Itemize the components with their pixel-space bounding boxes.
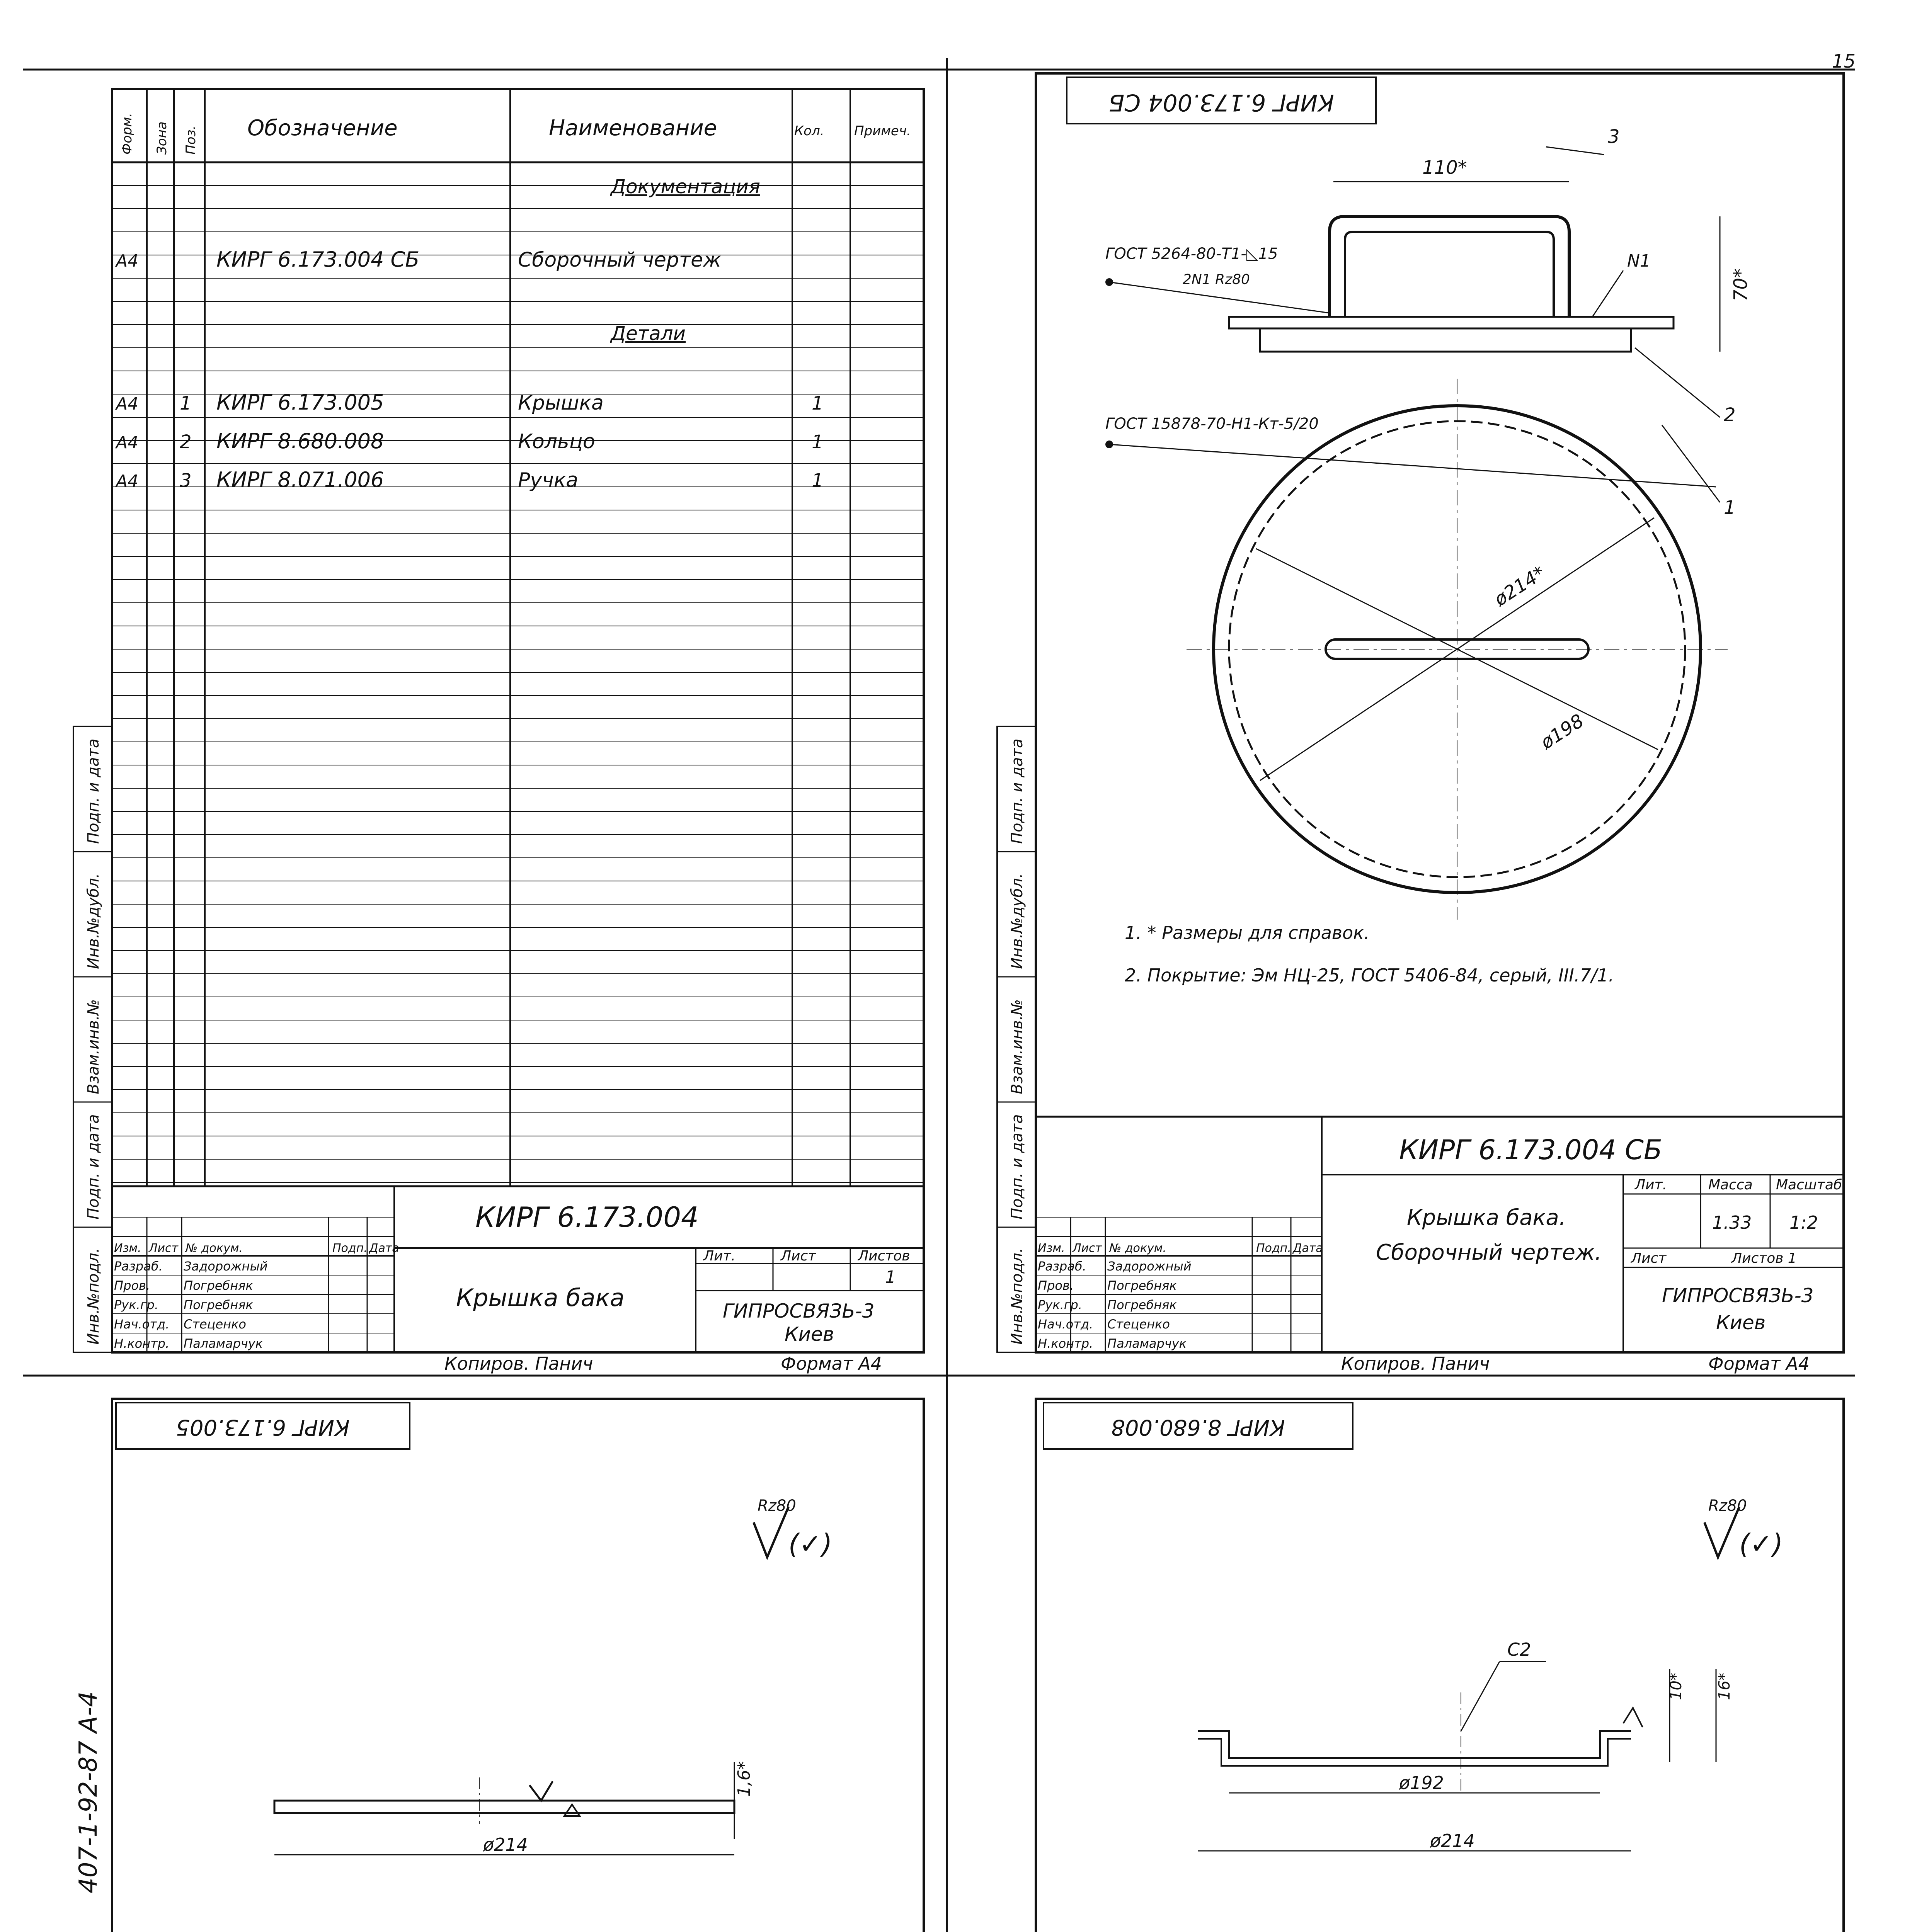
strip-label: Подп. и дата: [85, 738, 102, 844]
spec-position: 2: [180, 431, 192, 453]
tb-sheet-label: Лист: [781, 1248, 816, 1264]
tb-sheet-number: 1: [885, 1267, 896, 1287]
assembly-note-1: 1. * Размеры для справок.: [1125, 922, 1370, 943]
staff-name: Паламарчук: [1107, 1336, 1187, 1351]
upside-down-stamp: КИРГ 6.173.005: [176, 1415, 350, 1440]
diameter-label-2: ø198: [1537, 710, 1588, 754]
staff-table: [112, 1217, 399, 1352]
spec-name: Документация: [611, 175, 760, 198]
tb-sheets-label: Листов: [858, 1248, 910, 1264]
spec-header: [112, 113, 924, 162]
format-label: Формат А4: [781, 1353, 882, 1374]
upside-down-stamp: КИРГ 6.173.004 СБ: [1108, 89, 1334, 116]
spec-name: Ручка: [518, 469, 579, 492]
tb-mass-label: Масса: [1708, 1177, 1753, 1193]
tb-city: Киев: [1716, 1311, 1766, 1334]
side-stamp: 407-1-92-87 А-4: [74, 1691, 103, 1893]
staff-header: № докум.: [186, 1242, 243, 1255]
spec-format: А4: [116, 471, 139, 491]
spec-name: Кольцо: [518, 430, 595, 453]
strip-label: Инв.№дубл.: [1008, 873, 1026, 969]
spec-quantity: 1: [812, 470, 824, 492]
pos3-label: 3: [1608, 126, 1620, 148]
roughness-bracket: (✓): [788, 1528, 833, 1560]
staff-role: Нач.отд.: [114, 1317, 170, 1332]
weld-label: С2: [1507, 1639, 1531, 1660]
staff-name: Погребняк: [184, 1278, 253, 1293]
staff-name: Погребняк: [184, 1298, 253, 1312]
diameter-label: ø214: [483, 1834, 528, 1855]
tb-sheets: Листов 1: [1731, 1250, 1797, 1266]
page-number: 15: [1832, 51, 1856, 72]
staff-table: [1036, 1217, 1323, 1352]
diameter-label-1: ø214*: [1490, 562, 1549, 611]
strip-label: Инв.№дубл.: [85, 873, 102, 969]
staff-role: Рук.гр.: [1038, 1298, 1083, 1312]
spec-designation: КИРГ 6.173.005: [216, 390, 384, 415]
strip-label: Подп. и дата: [1008, 1114, 1026, 1219]
staff-header: Лист: [1073, 1242, 1102, 1255]
height-label-1: 10*: [1667, 1673, 1685, 1700]
height-label-2: 16*: [1716, 1673, 1733, 1700]
tb-sheet-label: Лист: [1631, 1250, 1667, 1266]
outer-diameter-label: ø214: [1430, 1830, 1475, 1851]
spec-header-cell: Обозначение: [247, 116, 398, 141]
spec-name: Детали: [611, 322, 686, 345]
spec-designation: КИРГ 8.071.006: [216, 468, 384, 492]
lid-plate: [1229, 317, 1674, 328]
tb-lit-label: Лит.: [703, 1248, 735, 1264]
tb-lit-label: Лит.: [1635, 1177, 1667, 1193]
staff-header: № докум.: [1109, 1242, 1166, 1255]
assembly-note-2: 2. Покрытие: Эм НЦ-25, ГОСТ 5406-84, серый, III.7/1.: [1125, 965, 1614, 986]
staff-header: Подп.: [1256, 1242, 1291, 1255]
rivet-note: ГОСТ 15878-70-Н1-Кт-5/20: [1105, 415, 1319, 433]
spec-format: А4: [116, 433, 139, 452]
roughness-label: Rz80: [758, 1497, 796, 1515]
left-strip-labels: [73, 739, 112, 1345]
tb-designation: КИРГ 6.173.004: [475, 1201, 699, 1233]
left-strip-labels: [997, 739, 1036, 1345]
spec-header-cell: Поз.: [183, 125, 199, 155]
tb-mass: 1.33: [1712, 1212, 1752, 1233]
staff-header: Дата: [1293, 1242, 1323, 1255]
surface-mark: [529, 1781, 553, 1801]
spec-format: А4: [116, 394, 139, 414]
upside-down-stamp: КИРГ 8.680.008: [1111, 1415, 1285, 1440]
format-label: Формат А4: [1708, 1353, 1810, 1374]
assembly-title-block: [1036, 1117, 1844, 1352]
strip-label: Взам.инв.№: [1008, 999, 1026, 1094]
tb-name-1: Крышка бака.: [1407, 1205, 1566, 1230]
spec-title-block: [112, 1186, 924, 1352]
staff-name: Погребняк: [1107, 1298, 1177, 1312]
staff-role: Пров.: [114, 1278, 150, 1293]
spec-header-cell: Зона: [154, 121, 170, 155]
lid-plate-section: [274, 1801, 734, 1813]
side-view: [1105, 126, 1752, 426]
weld-note: ГОСТ 5264-80-Т1-◺15: [1105, 245, 1278, 263]
spec-name: Крышка: [518, 391, 604, 415]
height-label: 70*: [1730, 268, 1752, 301]
staff-role: Н.контр.: [1038, 1336, 1093, 1351]
staff-role: Разраб.: [114, 1259, 163, 1274]
roughness-bracket: (✓): [1739, 1528, 1783, 1560]
tb-org: ГИПРОСВЯЗЬ-3: [1662, 1284, 1814, 1307]
handle-inner: [1345, 232, 1554, 317]
staff-name: Паламарчук: [184, 1336, 263, 1351]
assembly-sheet: [997, 73, 1844, 1374]
pos3-leader: [1546, 147, 1604, 155]
ring-section: [1198, 1731, 1631, 1758]
width-label: 110*: [1422, 157, 1467, 179]
pos2-label: 2: [1724, 404, 1736, 426]
spec-header-cell: Форм.: [119, 112, 135, 155]
spec-position: 1: [180, 393, 192, 414]
staff-role: Рук.гр.: [114, 1298, 159, 1312]
staff-header: Лист: [149, 1242, 179, 1255]
copied-by: Копиров. Панич: [444, 1353, 593, 1374]
staff-name: Задорожный: [184, 1259, 268, 1274]
spec-name: Сборочный чертеж: [518, 248, 721, 272]
leader-dot: [1105, 278, 1113, 286]
staff-header: Изм.: [114, 1242, 141, 1255]
tb-designation: КИРГ 6.173.004 СБ: [1399, 1134, 1662, 1166]
spec-header-cell: Примеч.: [854, 123, 911, 139]
tb-name: Крышка бака: [456, 1284, 625, 1312]
rivet-leader: [1109, 444, 1716, 487]
strip-label: Подп. и дата: [1008, 738, 1026, 844]
spec-header-cell: Наименование: [549, 116, 717, 141]
weld-sub: 2N1 Rz80: [1183, 272, 1250, 287]
ring-profile: [1260, 328, 1631, 352]
staff-role: Пров.: [1038, 1278, 1074, 1293]
plan-view: [1105, 379, 1736, 920]
spec-rows: [115, 175, 824, 492]
staff-name: Погребняк: [1107, 1278, 1177, 1293]
staff-role: Разраб.: [1038, 1259, 1086, 1274]
part-frame: [1036, 1399, 1844, 1932]
spec-position: 3: [180, 470, 192, 492]
leader-dot: [1105, 440, 1113, 448]
surface-mark: [564, 1804, 580, 1816]
part-ring-sheet: [997, 1399, 1844, 1932]
tb-name-2: Сборочный чертеж.: [1376, 1240, 1602, 1265]
ring-section-inner: [1198, 1739, 1631, 1766]
weld-leader: [1461, 1662, 1500, 1731]
strip-label: Инв.№подл.: [85, 1248, 102, 1345]
tb-scale: 1:2: [1789, 1212, 1818, 1233]
staff-role: Нач.отд.: [1038, 1317, 1093, 1332]
tb-city: Киев: [785, 1323, 834, 1345]
spec-format: А4: [116, 251, 139, 271]
spec-header-cell: Кол.: [794, 123, 824, 139]
strip-label: Подп. и дата: [85, 1114, 102, 1219]
spec-quantity: 1: [812, 393, 824, 414]
tb-org: ГИПРОСВЯЗЬ-3: [723, 1300, 875, 1322]
n1-label: N1: [1627, 251, 1651, 271]
staff-header: Изм.: [1038, 1242, 1065, 1255]
spec-designation: КИРГ 8.680.008: [216, 429, 384, 453]
staff-name: Стеценко: [184, 1317, 246, 1332]
pos2-leader: [1635, 348, 1720, 417]
strip-label: Инв.№подл.: [1008, 1248, 1026, 1345]
staff-name: Задорожный: [1107, 1259, 1192, 1274]
staff-role: Н.контр.: [114, 1336, 170, 1351]
spec-designation: КИРГ 6.173.004 СБ: [216, 247, 420, 272]
part-lid-sheet: [73, 1399, 924, 1932]
staff-header: Дата: [369, 1242, 399, 1255]
staff-header: Подп.: [332, 1242, 368, 1255]
copied-by: Копиров. Панич: [1341, 1353, 1490, 1374]
spec-quantity: 1: [812, 431, 824, 453]
n1-leader: [1592, 270, 1623, 317]
tb-scale-label: Масштаб: [1776, 1177, 1842, 1193]
specification-sheet: [73, 89, 924, 1374]
inner-diameter-label: ø192: [1399, 1772, 1444, 1793]
roughness-label: Rz80: [1708, 1497, 1747, 1515]
pos1-leader: [1662, 425, 1720, 502]
thickness-label: 1,6*: [734, 1761, 754, 1797]
strip-label: Взам.инв.№: [85, 999, 102, 1094]
staff-name: Стеценко: [1107, 1317, 1170, 1332]
pos1-label: 1: [1724, 497, 1736, 519]
surface-mark: [1623, 1708, 1643, 1727]
